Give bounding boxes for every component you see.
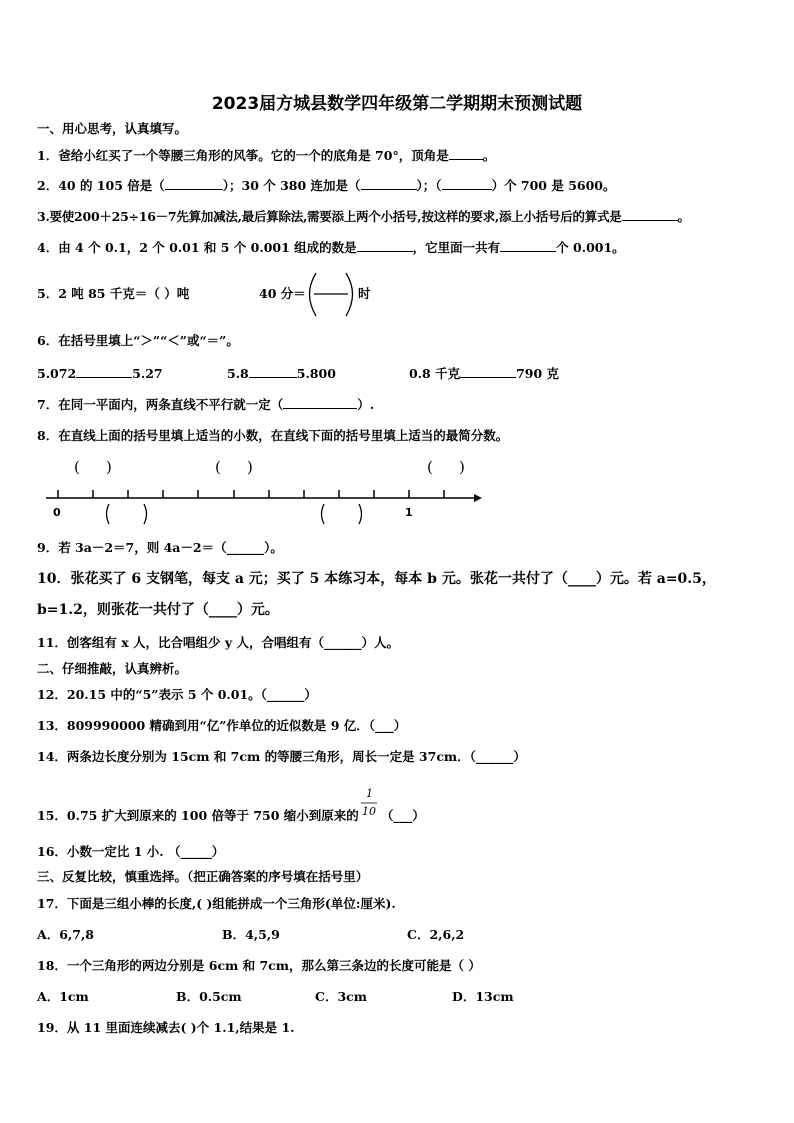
question-5-unit: 时 — [358, 286, 371, 301]
question-2-part-b: ）；30 个 380 连加是（ — [222, 178, 361, 193]
question-15 — [37, 808, 359, 824]
svg-text:): ) — [247, 458, 253, 476]
question-8: 8．在直线上面的括号里填上适当的小数，在直线下面的括号里填上适当的最简分数。 — [37, 428, 509, 443]
question-1 — [37, 147, 495, 164]
question-6: 6．在括号里填上“＞”“＜”或“＝”。 — [37, 333, 239, 348]
question-5-time-label: 40 分＝ — [259, 286, 306, 301]
question-17: 17．下面是三组小棒的长度,( )组能拼成一个三角形(单位:厘米). — [37, 896, 396, 911]
question-17-option-c[interactable]: C．2,6,2 — [407, 927, 465, 942]
answer-blank[interactable] — [361, 177, 417, 190]
answer-blank[interactable] — [449, 147, 483, 160]
compare-blank[interactable] — [460, 365, 516, 378]
answer-blank[interactable] — [283, 396, 357, 409]
svg-text:): ) — [459, 458, 465, 476]
question-5 — [37, 286, 189, 302]
question-16: 16．小数一定比 1 小. （_____） — [37, 844, 225, 859]
question-2-part-d: ）个 700 是 5600。 — [491, 178, 616, 193]
compare-2-right: 5.800 — [296, 366, 336, 381]
question-6-item-2 — [227, 365, 336, 382]
fraction-numerator: 1 — [366, 787, 373, 800]
section-2-heading: 二、仔细推敲，认真辨析。 — [37, 661, 188, 676]
question-6-items — [37, 365, 163, 382]
compare-blank[interactable] — [249, 365, 297, 378]
question-7-end: ）. — [357, 397, 375, 412]
compare-1-left: 5.072 — [37, 366, 77, 381]
question-10-line-1: 10．张花买了 6 支钢笔，每支 a 元；买了 5 本练习本，每本 b 元。张花一共付了（____）元。若 a=0.5， — [37, 571, 716, 587]
question-17-option-a[interactable]: A．6,7,8 — [37, 927, 94, 942]
question-18-option-a[interactable]: A．1cm — [37, 989, 89, 1004]
question-5-part-a: 5．2 吨 85 千克＝（ ）吨 — [37, 286, 190, 301]
answer-blank[interactable] — [500, 239, 556, 252]
question-4-part-c: 个 0.001。 — [556, 240, 625, 255]
question-15-answer: （___） — [381, 808, 425, 823]
question-2 — [37, 177, 616, 194]
question-18: 18．一个三角形的两边分别是 6cm 和 7cm，那么第三条边的长度可能是（ ） — [37, 958, 481, 973]
compare-3-right: 790 克 — [516, 366, 560, 381]
bracket-top-3: ( — [427, 458, 433, 476]
question-3-end: 。 — [677, 209, 690, 224]
question-2-part-c: ）；（ — [416, 178, 442, 193]
number-line-zero: 0 — [53, 506, 61, 519]
question-9: 9．若 3a－2＝7，则 4a－2＝（______）。 — [37, 540, 283, 555]
question-18-option-d[interactable]: D．13cm — [452, 989, 514, 1004]
bracket-top-2: ( — [215, 458, 221, 476]
svg-text:): ) — [106, 458, 112, 476]
bracket-top-1: ( — [74, 458, 80, 476]
question-11: 11．创客组有 x 人，比合唱组少 y 人，合唱组有（______）人。 — [37, 635, 400, 650]
answer-blank[interactable] — [622, 208, 678, 221]
question-18-option-c[interactable]: C．3cm — [315, 989, 367, 1004]
answer-blank[interactable] — [165, 177, 223, 190]
number-line-one: 1 — [405, 506, 413, 519]
question-15-text: 15．0.75 扩大到原来的 100 倍等于 750 缩小到原来的 — [37, 808, 359, 823]
question-2-part-a: 2．40 的 105 倍是（ — [37, 178, 165, 193]
section-1-heading: 一、用心思考，认真填写。 — [37, 121, 188, 136]
question-3 — [37, 208, 690, 225]
question-17-option-b[interactable]: B．4,5,9 — [222, 927, 280, 942]
compare-3-left: 0.8 千克 — [409, 366, 461, 381]
question-10-line-2: b=1.2，则张花一共付了（____）元。 — [37, 602, 279, 618]
question-4 — [37, 239, 625, 256]
question-1-text: 1．爸给小红买了一个等腰三角形的风筝。它的一个的底角是 70°，顶角是 — [37, 148, 449, 163]
question-18-option-b[interactable]: B．0.5cm — [176, 989, 242, 1004]
question-3-text: 3.要使200＋25÷16－7先算加减法,最后算除法,需要添上两个小括号,按这样的要求,添上小括号后的算式是 — [37, 209, 622, 224]
question-13: 13．809990000 精确到用“亿”作单位的近似数是 9 亿．（___） — [37, 718, 407, 733]
question-12: 12．20.15 中的“5”表示 5 个 0.01。（______） — [37, 687, 317, 702]
answer-blank[interactable] — [357, 239, 413, 252]
page-title: 2023届方城县数学四年级第二学期期末预测试题 — [211, 94, 583, 114]
question-19: 19．从 11 里面连续减去( )个 1.1,结果是 1. — [37, 1020, 295, 1035]
answer-blank[interactable] — [442, 177, 492, 190]
compare-blank[interactable] — [76, 365, 132, 378]
question-14: 14．两条边长度分别为 15cm 和 7cm 的等腰三角形，周长一定是 37cm．（______） — [37, 749, 526, 764]
question-4-part-a: 4．由 4 个 0.1，2 个 0.01 和 5 个 0.001 组成的数是 — [37, 240, 357, 255]
fraction-denominator: 10 — [362, 805, 376, 818]
compare-2-left: 5.8 — [227, 366, 249, 381]
compare-1-right: 5.27 — [132, 366, 163, 381]
section-3-heading: 三、反复比较，慎重选择。（把正确答案的序号填在括号里） — [37, 869, 369, 884]
question-7-text: 7．在同一平面内，两条直线不平行就一定（ — [37, 397, 284, 412]
question-7 — [37, 396, 374, 413]
question-6-item-3 — [409, 365, 559, 382]
question-4-part-b: ，它里面一共有 — [412, 240, 501, 255]
question-1-end: 。 — [482, 148, 496, 163]
